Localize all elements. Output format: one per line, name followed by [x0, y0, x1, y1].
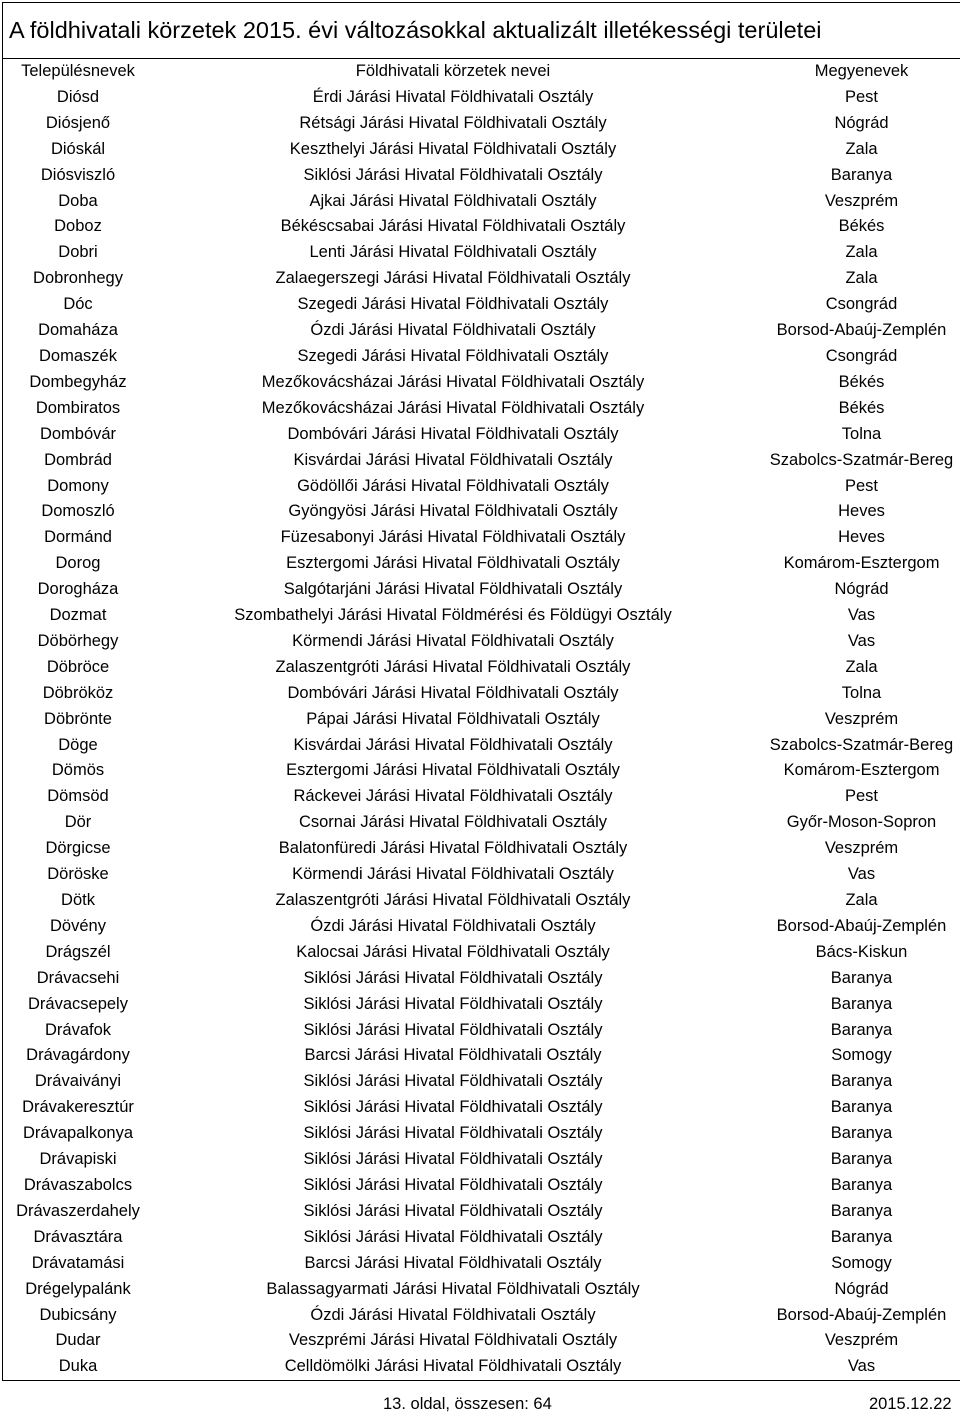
settlement-cell: Domoszló — [41, 502, 115, 521]
table-row — [3, 189, 960, 215]
table-row — [3, 448, 960, 474]
table-row — [3, 1225, 960, 1251]
settlement-cell: Dorog — [55, 554, 101, 573]
county-cell: Veszprém — [824, 191, 899, 210]
table-row — [3, 1354, 960, 1380]
table-row — [3, 784, 960, 810]
settlement-cell: Domony — [47, 476, 109, 495]
settlement-cell: Dombegyház — [29, 372, 127, 391]
table-row — [3, 810, 960, 836]
table-row — [3, 603, 960, 629]
settlement-cell: Domaszék — [39, 346, 117, 365]
settlement-cell: Dozmat — [49, 606, 107, 625]
district-office-cell: Salgótarjáni Járási Hivatal Földhivatali Osztály — [283, 580, 623, 599]
settlement-cell: Drávacsehi — [36, 968, 120, 987]
table-row — [3, 163, 960, 189]
table-row — [3, 1147, 960, 1173]
table-row — [3, 1277, 960, 1303]
district-office-cell: Balatonfüredi Járási Hivatal Földhivatali Osztály — [278, 839, 628, 858]
table-row — [3, 422, 960, 448]
county-cell: Nógrád — [834, 113, 889, 132]
district-office-cell: Siklósi Járási Hivatal Földhivatali Osztály — [303, 1201, 603, 1220]
district-office-cell: Esztergomi Járási Hivatal Földhivatali Osztály — [286, 554, 620, 573]
district-office-cell: Siklósi Járási Hivatal Földhivatali Osztály — [303, 1098, 603, 1117]
county-cell: Pest — [844, 87, 879, 106]
county-cell: Heves — [838, 502, 885, 521]
district-office-cell: Kisvárdai Járási Hivatal Földhivatali Osztály — [293, 735, 613, 754]
table-row — [3, 292, 960, 318]
table-row — [3, 1303, 960, 1329]
settlement-cell: Döbörhegy — [37, 631, 119, 650]
county-cell: Zala — [845, 243, 878, 262]
settlement-cell: Diósjenő — [45, 113, 111, 132]
settlement-cell: Dörgicse — [45, 839, 111, 858]
county-cell: Zala — [845, 139, 878, 158]
settlement-cell: Diósd — [56, 87, 100, 106]
table-row — [3, 111, 960, 137]
table-row — [3, 344, 960, 370]
district-office-cell: Siklósi Járási Hivatal Földhivatali Osztály — [303, 165, 603, 184]
table-body — [3, 85, 960, 1380]
table-row — [3, 681, 960, 707]
district-office-cell: Siklósi Járási Hivatal Földhivatali Osztály — [303, 1227, 603, 1246]
district-office-cell: Siklósi Járási Hivatal Földhivatali Osztály — [303, 1124, 603, 1143]
district-office-cell: Siklósi Járási Hivatal Földhivatali Osztály — [303, 1072, 603, 1091]
district-office-cell: Érdi Járási Hivatal Földhivatali Osztály — [312, 87, 594, 106]
district-office-cell: Körmendi Járási Hivatal Földhivatali Osztály — [292, 865, 614, 884]
table-row — [3, 396, 960, 422]
district-office-cell: Dombóvári Járási Hivatal Földhivatali Osztály — [287, 683, 619, 702]
county-cell: Veszprém — [824, 1331, 899, 1350]
district-office-cell: Dombóvári Járási Hivatal Földhivatali Osztály — [287, 424, 619, 443]
settlement-cell: Döröske — [47, 865, 109, 884]
table-row — [3, 758, 960, 784]
settlement-cell: Drágszél — [45, 942, 111, 961]
district-office-cell: Füzesabonyi Járási Hivatal Földhivatali Osztály — [280, 528, 626, 547]
district-office-cell: Gödöllői Járási Hivatal Földhivatali Osztály — [297, 476, 609, 495]
table-row — [3, 137, 960, 163]
county-cell: Somogy — [831, 1253, 892, 1272]
table-row — [3, 318, 960, 344]
settlement-cell: Drávaszabolcs — [23, 1175, 133, 1194]
table-row — [3, 1018, 960, 1044]
district-office-cell: Szegedi Járási Hivatal Földhivatali Osztály — [297, 346, 609, 365]
settlement-cell: Döbröce — [46, 657, 110, 676]
county-cell: Veszprém — [824, 709, 899, 728]
page-title: A földhivatali körzetek 2015. évi változásokkal aktualizált illetékességi területei — [3, 3, 960, 59]
settlement-cell: Drávaszerdahely — [16, 1201, 140, 1220]
settlement-cell: Dobronhegy — [33, 269, 123, 288]
district-office-cell: Pápai Járási Hivatal Földhivatali Osztály — [306, 709, 600, 728]
county-cell: Baranya — [830, 968, 893, 987]
settlement-cell: Drávapiski — [39, 1150, 117, 1169]
county-cell: Baranya — [830, 1175, 893, 1194]
district-office-cell: Barcsi Járási Hivatal Földhivatali Osztály — [304, 1046, 602, 1065]
county-cell: Baranya — [830, 1124, 893, 1143]
settlement-cell: Dömös — [51, 761, 105, 780]
settlement-cell: Dömsöd — [47, 787, 109, 806]
settlement-cell: Dubicsány — [39, 1305, 117, 1324]
county-cell: Baranya — [830, 1072, 893, 1091]
table-row — [3, 966, 960, 992]
district-office-cell: Ráckevei Járási Hivatal Földhivatali Osztály — [293, 787, 613, 806]
table-row — [3, 266, 960, 292]
district-office-cell: Barcsi Járási Hivatal Földhivatali Osztály — [304, 1253, 602, 1272]
district-office-cell: Zalaszentgróti Járási Hivatal Földhivatali Osztály — [275, 891, 631, 909]
table-row — [3, 992, 960, 1018]
table-row — [3, 862, 960, 888]
table-header-row — [3, 59, 960, 85]
county-cell: Csongrád — [825, 295, 898, 314]
table-row — [3, 370, 960, 396]
page-number: 13. oldal, összesen: 64 — [383, 1395, 552, 1413]
settlement-cell: Drávagárdony — [26, 1046, 130, 1065]
settlement-cell: Dóc — [63, 295, 93, 314]
district-office-cell: Mezőkovácsházai Járási Hivatal Földhivatali Osztály — [261, 398, 645, 417]
district-office-cell: Zalaszentgróti Járási Hivatal Földhivatali Osztály — [275, 657, 631, 676]
district-office-cell: Veszprémi Járási Hivatal Földhivatali Osztály — [288, 1331, 618, 1350]
county-cell: Somogy — [831, 1046, 892, 1065]
county-cell: Bács-Kiskun — [815, 942, 908, 961]
county-cell: Baranya — [830, 1150, 893, 1169]
settlement-cell: Döbrönte — [44, 709, 112, 728]
table-row — [3, 240, 960, 266]
settlement-cell: Dombrád — [44, 450, 112, 469]
district-office-cell: Szombathelyi Járási Hivatal Földmérési és Földügyi Osztály — [234, 606, 672, 625]
settlement-cell: Drávafok — [44, 1020, 112, 1039]
district-office-cell: Siklósi Járási Hivatal Földhivatali Osztály — [303, 994, 603, 1013]
settlement-cell: Döge — [58, 735, 98, 754]
header-county-names: Megyenevek — [814, 62, 909, 80]
county-cell: Komárom-Esztergom — [783, 554, 940, 573]
district-office-cell: Siklósi Járási Hivatal Földhivatali Osztály — [303, 1150, 603, 1169]
county-cell: Békés — [838, 398, 885, 417]
settlement-cell: Drávacsepely — [28, 994, 128, 1013]
settlement-cell: Diósviszló — [40, 165, 116, 184]
settlement-cell: Dombóvár — [39, 424, 117, 443]
table-row — [3, 499, 960, 525]
county-cell: Pest — [844, 787, 879, 806]
county-cell: Baranya — [830, 1201, 893, 1220]
table-row — [3, 577, 960, 603]
county-cell: Baranya — [830, 1098, 893, 1117]
county-cell: Baranya — [830, 165, 893, 184]
settlement-cell: Drávaiványi — [34, 1072, 122, 1091]
table-row — [3, 525, 960, 551]
county-cell: Komárom-Esztergom — [783, 761, 940, 780]
settlement-cell: Doba — [58, 191, 98, 210]
county-cell: Szabolcs-Szatmár-Bereg — [769, 735, 954, 754]
district-office-cell: Ózdi Járási Hivatal Földhivatali Osztály — [310, 321, 596, 340]
table-row — [3, 707, 960, 733]
table-row — [3, 1121, 960, 1147]
table-row — [3, 551, 960, 577]
settlement-cell: Drávakeresztúr — [22, 1098, 134, 1117]
district-office-cell: Ajkai Járási Hivatal Földhivatali Osztály — [309, 191, 597, 210]
district-office-cell: Szegedi Járási Hivatal Földhivatali Osztály — [297, 295, 609, 314]
county-cell: Baranya — [830, 1020, 893, 1039]
district-office-cell: Csornai Járási Hivatal Földhivatali Osztály — [298, 813, 608, 832]
settlement-cell: Domaháza — [38, 321, 118, 340]
table-row — [3, 1251, 960, 1277]
county-cell: Borsod-Abaúj-Zemplén — [776, 1305, 947, 1324]
county-cell: Veszprém — [824, 839, 899, 858]
settlement-cell: Drávasztára — [33, 1227, 123, 1246]
county-cell: Békés — [838, 372, 885, 391]
table-row — [3, 1095, 960, 1121]
district-office-cell: Zalaegerszegi Járási Hivatal Földhivatali Osztály — [275, 269, 631, 288]
district-office-cell: Siklósi Járási Hivatal Földhivatali Osztály — [303, 968, 603, 987]
county-cell: Győr-Moson-Sopron — [786, 813, 937, 832]
county-cell: Borsod-Abaúj-Zemplén — [776, 321, 947, 340]
county-cell: Szabolcs-Szatmár-Bereg — [769, 450, 954, 469]
document-sheet — [2, 2, 960, 1381]
county-cell: Baranya — [830, 994, 893, 1013]
county-cell: Zala — [845, 269, 878, 288]
district-office-cell: Keszthelyi Járási Hivatal Földhivatali Osztály — [289, 139, 617, 158]
district-office-cell: Siklósi Járási Hivatal Földhivatali Osztály — [303, 1020, 603, 1039]
settlement-cell: Dötk — [61, 891, 95, 909]
district-office-cell: Körmendi Járási Hivatal Földhivatali Osztály — [292, 631, 614, 650]
settlement-cell: Dormánd — [44, 528, 112, 547]
district-office-cell: Siklósi Járási Hivatal Földhivatali Osztály — [303, 1175, 603, 1194]
table-row — [3, 1199, 960, 1225]
table-row — [3, 733, 960, 759]
county-cell: Pest — [844, 476, 879, 495]
district-office-cell: Balassagyarmati Járási Hivatal Földhivatali Osztály — [266, 1279, 640, 1298]
district-office-cell: Gyöngyösi Járási Hivatal Földhivatali Osztály — [288, 502, 618, 521]
county-cell: Vas — [847, 865, 876, 884]
county-cell: Heves — [838, 528, 885, 547]
county-cell: Tolna — [841, 424, 882, 443]
table-row — [3, 1043, 960, 1069]
table-row — [3, 1328, 960, 1354]
district-office-cell: Lenti Járási Hivatal Földhivatali Osztály — [309, 243, 597, 262]
table-row — [3, 888, 960, 914]
settlement-cell: Doboz — [54, 217, 102, 236]
settlement-cell: Dombiratos — [35, 398, 121, 417]
footer-date: 2015.12.22 — [869, 1395, 952, 1413]
county-cell: Csongrád — [825, 346, 898, 365]
table-row — [3, 1173, 960, 1199]
settlement-cell: Dudar — [55, 1331, 101, 1350]
county-cell: Békés — [838, 217, 885, 236]
district-office-cell: Békéscsabai Járási Hivatal Földhivatali Osztály — [280, 217, 626, 236]
settlement-cell: Döbrököz — [42, 683, 114, 702]
table-row — [3, 914, 960, 940]
jurisdiction-table — [3, 59, 960, 1380]
table-row — [3, 85, 960, 111]
settlement-cell: Dör — [64, 813, 92, 832]
settlement-cell: Drávatamási — [31, 1253, 125, 1272]
county-cell: Zala — [845, 657, 878, 676]
district-office-cell: Esztergomi Járási Hivatal Földhivatali Osztály — [286, 761, 620, 780]
county-cell: Tolna — [841, 683, 882, 702]
table-row — [3, 836, 960, 862]
table-row — [3, 1069, 960, 1095]
district-office-cell: Ózdi Járási Hivatal Földhivatali Osztály — [310, 1305, 596, 1324]
county-cell: Vas — [847, 606, 876, 625]
district-office-cell: Rétsági Járási Hivatal Földhivatali Osztály — [299, 113, 607, 132]
header-settlement-names: Településnevek — [21, 62, 135, 80]
settlement-cell: Dorogháza — [37, 580, 119, 599]
district-office-cell: Ózdi Járási Hivatal Földhivatali Osztály — [310, 916, 596, 935]
table-row — [3, 474, 960, 500]
district-office-cell: Celldömölki Járási Hivatal Földhivatali Osztály — [284, 1357, 622, 1376]
settlement-cell: Dióskál — [50, 139, 106, 158]
county-cell: Vas — [847, 1357, 876, 1376]
district-office-cell: Kisvárdai Járási Hivatal Földhivatali Osztály — [293, 450, 613, 469]
settlement-cell: Dövény — [50, 916, 106, 935]
table-row — [3, 940, 960, 966]
settlement-cell: Dobri — [58, 243, 98, 262]
county-cell: Nógrád — [834, 1279, 889, 1298]
settlement-cell: Drávapalkonya — [22, 1124, 134, 1143]
settlement-cell: Drégelypalánk — [25, 1279, 131, 1298]
district-office-cell: Mezőkovácsházai Járási Hivatal Földhivatali Osztály — [261, 372, 645, 391]
table-row — [3, 655, 960, 681]
county-cell: Zala — [845, 891, 878, 909]
county-cell: Vas — [847, 631, 876, 650]
table-row — [3, 629, 960, 655]
county-cell: Borsod-Abaúj-Zemplén — [776, 916, 947, 935]
county-cell: Nógrád — [834, 580, 889, 599]
district-office-cell: Kalocsai Járási Hivatal Földhivatali Osztály — [296, 942, 610, 961]
table-row — [3, 214, 960, 240]
header-district-names: Földhivatali körzetek nevei — [355, 62, 551, 80]
settlement-cell: Duka — [58, 1357, 98, 1376]
county-cell: Baranya — [830, 1227, 893, 1246]
